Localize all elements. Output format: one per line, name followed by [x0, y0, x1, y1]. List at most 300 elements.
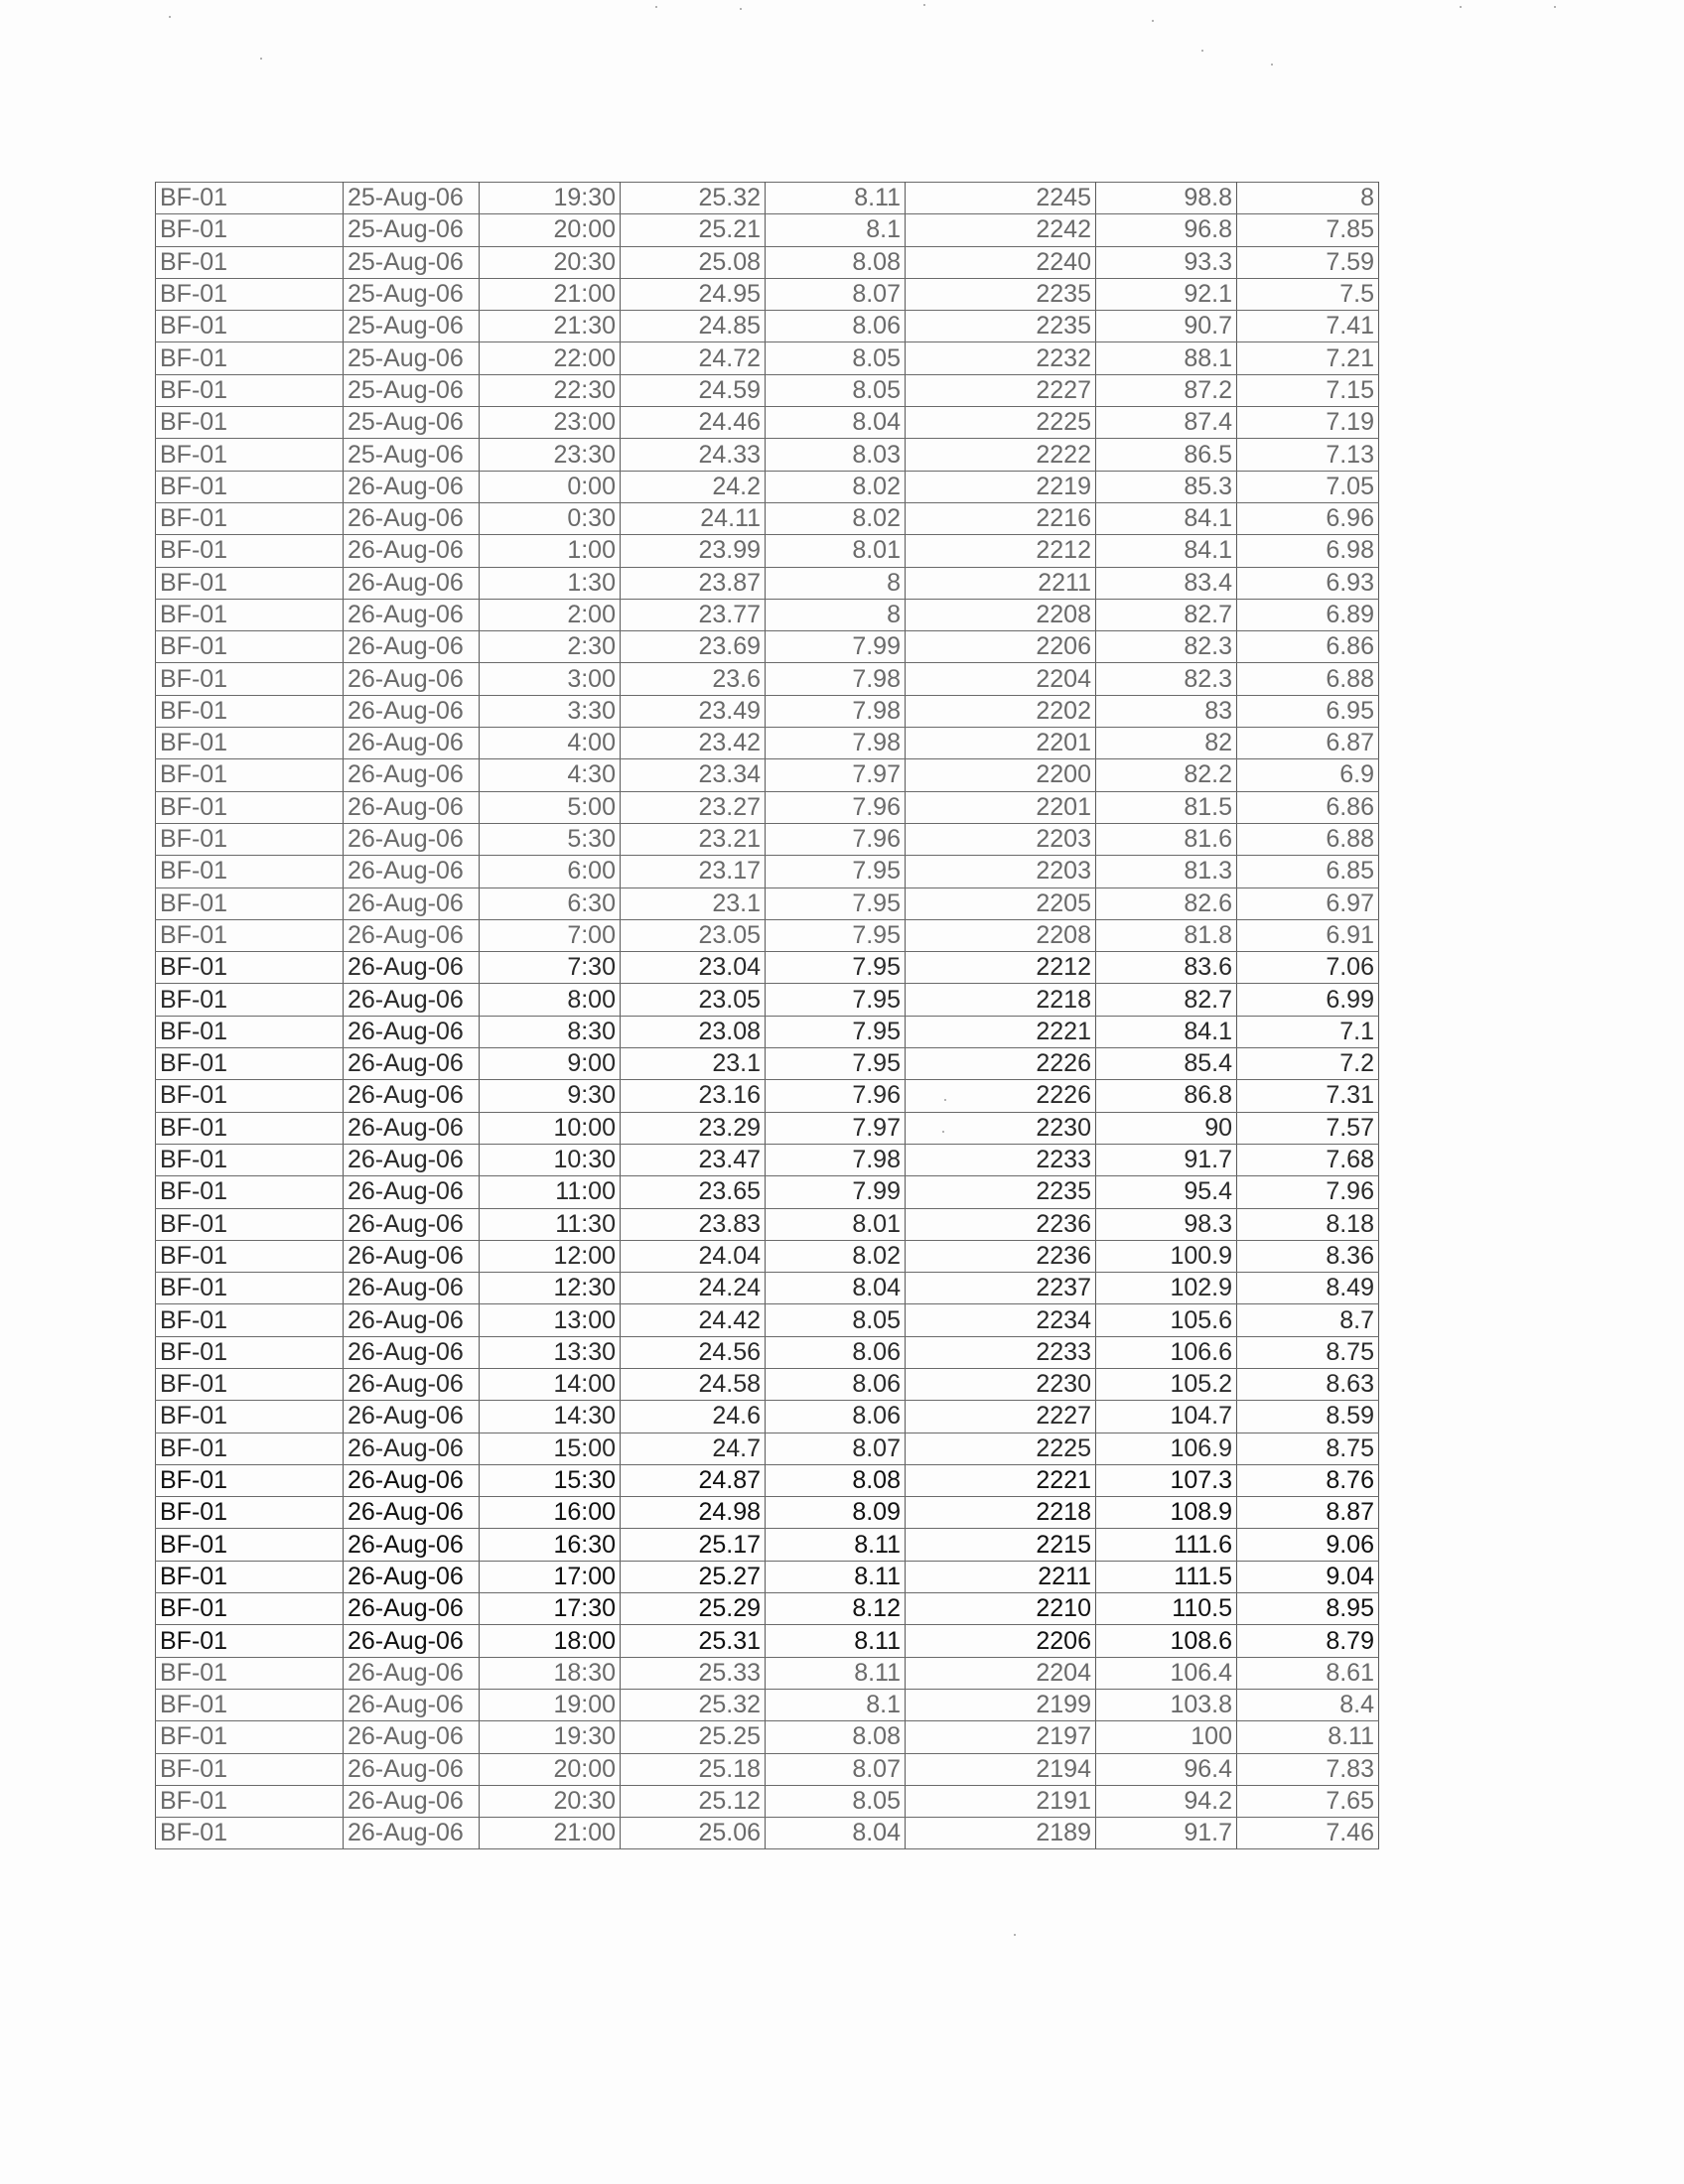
value-cell-2: 8.07 — [766, 278, 906, 310]
value-cell-5: 7.65 — [1237, 1785, 1379, 1817]
value-cell-3: 2226 — [906, 1048, 1096, 1080]
time-cell: 20:00 — [480, 1753, 621, 1785]
value-cell-5: 7.06 — [1237, 952, 1379, 984]
table-row — [156, 374, 1379, 406]
station-id-cell: BF-01 — [156, 1176, 344, 1208]
value-cell-1: 24.33 — [621, 439, 766, 471]
date-cell: 26-Aug-06 — [344, 1112, 480, 1144]
value-cell-1: 23.83 — [621, 1208, 766, 1240]
value-cell-1: 25.12 — [621, 1785, 766, 1817]
date-cell: 26-Aug-06 — [344, 1689, 480, 1720]
value-cell-4: 108.6 — [1096, 1625, 1237, 1657]
value-cell-5: 7.57 — [1237, 1112, 1379, 1144]
value-cell-4: 94.2 — [1096, 1785, 1237, 1817]
station-id-cell: BF-01 — [156, 823, 344, 855]
value-cell-1: 24.11 — [621, 502, 766, 534]
date-cell: 26-Aug-06 — [344, 1721, 480, 1753]
value-cell-3: 2208 — [906, 919, 1096, 951]
value-cell-5: 6.86 — [1237, 631, 1379, 663]
table-row — [156, 1625, 1379, 1657]
table-row — [156, 183, 1379, 214]
value-cell-4: 82.7 — [1096, 984, 1237, 1016]
time-cell: 22:30 — [480, 374, 621, 406]
date-cell: 26-Aug-06 — [344, 823, 480, 855]
table-row — [156, 311, 1379, 342]
value-cell-3: 2235 — [906, 311, 1096, 342]
table-row — [156, 1721, 1379, 1753]
time-cell: 19:00 — [480, 1689, 621, 1720]
time-cell: 21:00 — [480, 1818, 621, 1849]
table-row — [156, 1048, 1379, 1080]
value-cell-5: 8 — [1237, 183, 1379, 214]
station-id-cell: BF-01 — [156, 278, 344, 310]
time-cell: 13:00 — [480, 1304, 621, 1336]
value-cell-5: 8.63 — [1237, 1368, 1379, 1400]
table-row — [156, 1593, 1379, 1625]
value-cell-2: 7.98 — [766, 663, 906, 695]
table-row — [156, 823, 1379, 855]
station-id-cell: BF-01 — [156, 1689, 344, 1720]
value-cell-3: 2203 — [906, 823, 1096, 855]
time-cell: 23:00 — [480, 407, 621, 439]
value-cell-5: 8.36 — [1237, 1240, 1379, 1272]
value-cell-5: 6.87 — [1237, 728, 1379, 759]
value-cell-2: 7.95 — [766, 1048, 906, 1080]
date-cell: 26-Aug-06 — [344, 984, 480, 1016]
scan-speck — [923, 4, 925, 6]
value-cell-5: 8.18 — [1237, 1208, 1379, 1240]
station-id-cell: BF-01 — [156, 759, 344, 791]
time-cell: 9:30 — [480, 1080, 621, 1112]
value-cell-4: 91.7 — [1096, 1818, 1237, 1849]
value-cell-5: 6.93 — [1237, 567, 1379, 599]
table-row — [156, 919, 1379, 951]
value-cell-5: 8.87 — [1237, 1497, 1379, 1529]
value-cell-1: 25.32 — [621, 183, 766, 214]
date-cell: 26-Aug-06 — [344, 952, 480, 984]
value-cell-2: 7.96 — [766, 823, 906, 855]
table-row — [156, 502, 1379, 534]
value-cell-3: 2189 — [906, 1818, 1096, 1849]
table-row — [156, 984, 1379, 1016]
date-cell: 26-Aug-06 — [344, 1208, 480, 1240]
value-cell-2: 8.07 — [766, 1433, 906, 1464]
value-cell-4: 81.6 — [1096, 823, 1237, 855]
value-cell-3: 2206 — [906, 631, 1096, 663]
value-cell-5: 8.79 — [1237, 1625, 1379, 1657]
station-id-cell: BF-01 — [156, 567, 344, 599]
value-cell-2: 7.95 — [766, 952, 906, 984]
date-cell: 26-Aug-06 — [344, 1433, 480, 1464]
value-cell-3: 2225 — [906, 407, 1096, 439]
value-cell-4: 96.4 — [1096, 1753, 1237, 1785]
station-id-cell: BF-01 — [156, 1304, 344, 1336]
time-cell: 15:30 — [480, 1464, 621, 1496]
value-cell-1: 24.24 — [621, 1273, 766, 1304]
time-cell: 3:00 — [480, 663, 621, 695]
date-cell: 26-Aug-06 — [344, 1593, 480, 1625]
value-cell-4: 111.6 — [1096, 1529, 1237, 1561]
value-cell-1: 23.87 — [621, 567, 766, 599]
value-cell-5: 8.59 — [1237, 1401, 1379, 1433]
table-row — [156, 1176, 1379, 1208]
station-id-cell: BF-01 — [156, 728, 344, 759]
value-cell-2: 8.03 — [766, 439, 906, 471]
table-row — [156, 1208, 1379, 1240]
value-cell-2: 8.04 — [766, 1818, 906, 1849]
date-cell: 25-Aug-06 — [344, 278, 480, 310]
value-cell-1: 23.49 — [621, 695, 766, 727]
station-id-cell: BF-01 — [156, 631, 344, 663]
date-cell: 26-Aug-06 — [344, 535, 480, 567]
value-cell-1: 24.46 — [621, 407, 766, 439]
time-cell: 8:00 — [480, 984, 621, 1016]
value-cell-1: 23.1 — [621, 887, 766, 919]
value-cell-4: 110.5 — [1096, 1593, 1237, 1625]
station-id-cell: BF-01 — [156, 1080, 344, 1112]
time-cell: 19:30 — [480, 183, 621, 214]
value-cell-1: 23.27 — [621, 791, 766, 823]
date-cell: 26-Aug-06 — [344, 856, 480, 887]
value-cell-4: 81.3 — [1096, 856, 1237, 887]
time-cell: 4:30 — [480, 759, 621, 791]
time-cell: 14:30 — [480, 1401, 621, 1433]
station-id-cell: BF-01 — [156, 1273, 344, 1304]
value-cell-1: 23.05 — [621, 984, 766, 1016]
value-cell-3: 2218 — [906, 1497, 1096, 1529]
value-cell-5: 6.99 — [1237, 984, 1379, 1016]
station-id-cell: BF-01 — [156, 471, 344, 502]
time-cell: 13:30 — [480, 1336, 621, 1368]
time-cell: 21:00 — [480, 278, 621, 310]
table-row — [156, 695, 1379, 727]
station-id-cell: BF-01 — [156, 791, 344, 823]
value-cell-2: 8.02 — [766, 1240, 906, 1272]
station-id-cell: BF-01 — [156, 1561, 344, 1592]
table-row — [156, 1561, 1379, 1592]
date-cell: 26-Aug-06 — [344, 1464, 480, 1496]
value-cell-3: 2219 — [906, 471, 1096, 502]
date-cell: 26-Aug-06 — [344, 599, 480, 630]
table-row — [156, 214, 1379, 246]
value-cell-5: 6.88 — [1237, 823, 1379, 855]
value-cell-4: 103.8 — [1096, 1689, 1237, 1720]
station-id-cell: BF-01 — [156, 502, 344, 534]
value-cell-5: 6.91 — [1237, 919, 1379, 951]
value-cell-4: 82.7 — [1096, 599, 1237, 630]
value-cell-5: 7.85 — [1237, 214, 1379, 246]
value-cell-2: 8.1 — [766, 214, 906, 246]
value-cell-2: 7.98 — [766, 728, 906, 759]
value-cell-1: 24.56 — [621, 1336, 766, 1368]
value-cell-1: 23.17 — [621, 856, 766, 887]
time-cell: 3:30 — [480, 695, 621, 727]
value-cell-3: 2212 — [906, 535, 1096, 567]
value-cell-3: 2227 — [906, 1401, 1096, 1433]
value-cell-4: 104.7 — [1096, 1401, 1237, 1433]
value-cell-3: 2221 — [906, 1464, 1096, 1496]
station-id-cell: BF-01 — [156, 1497, 344, 1529]
date-cell: 26-Aug-06 — [344, 791, 480, 823]
value-cell-1: 24.87 — [621, 1464, 766, 1496]
value-cell-5: 6.9 — [1237, 759, 1379, 791]
value-cell-5: 7.2 — [1237, 1048, 1379, 1080]
time-cell: 22:00 — [480, 342, 621, 374]
value-cell-2: 8.08 — [766, 246, 906, 278]
date-cell: 26-Aug-06 — [344, 1625, 480, 1657]
value-cell-5: 8.4 — [1237, 1689, 1379, 1720]
date-cell: 26-Aug-06 — [344, 1304, 480, 1336]
station-id-cell: BF-01 — [156, 1144, 344, 1175]
value-cell-4: 85.3 — [1096, 471, 1237, 502]
value-cell-3: 2240 — [906, 246, 1096, 278]
value-cell-1: 23.34 — [621, 759, 766, 791]
value-cell-4: 111.5 — [1096, 1561, 1237, 1592]
value-cell-2: 8.02 — [766, 471, 906, 502]
date-cell: 25-Aug-06 — [344, 407, 480, 439]
value-cell-3: 2216 — [906, 502, 1096, 534]
value-cell-3: 2200 — [906, 759, 1096, 791]
value-cell-4: 88.1 — [1096, 342, 1237, 374]
value-cell-4: 93.3 — [1096, 246, 1237, 278]
value-cell-5: 6.89 — [1237, 599, 1379, 630]
value-cell-1: 23.42 — [621, 728, 766, 759]
date-cell: 26-Aug-06 — [344, 1529, 480, 1561]
value-cell-3: 2197 — [906, 1721, 1096, 1753]
station-id-cell: BF-01 — [156, 1240, 344, 1272]
date-cell: 26-Aug-06 — [344, 471, 480, 502]
scan-speck — [1201, 50, 1203, 52]
value-cell-3: 2212 — [906, 952, 1096, 984]
value-cell-2: 8.01 — [766, 535, 906, 567]
time-cell: 0:00 — [480, 471, 621, 502]
value-cell-1: 23.6 — [621, 663, 766, 695]
value-cell-2: 8.11 — [766, 1561, 906, 1592]
table-row — [156, 791, 1379, 823]
station-id-cell: BF-01 — [156, 1208, 344, 1240]
value-cell-3: 2203 — [906, 856, 1096, 887]
table-row — [156, 1433, 1379, 1464]
date-cell: 26-Aug-06 — [344, 1657, 480, 1689]
value-cell-2: 7.99 — [766, 1176, 906, 1208]
value-cell-1: 24.72 — [621, 342, 766, 374]
value-cell-5: 8.61 — [1237, 1657, 1379, 1689]
time-cell: 7:30 — [480, 952, 621, 984]
value-cell-3: 2235 — [906, 278, 1096, 310]
table-row — [156, 631, 1379, 663]
value-cell-3: 2205 — [906, 887, 1096, 919]
value-cell-3: 2232 — [906, 342, 1096, 374]
value-cell-3: 2191 — [906, 1785, 1096, 1817]
station-id-cell: BF-01 — [156, 1753, 344, 1785]
table-row — [156, 1304, 1379, 1336]
station-id-cell: BF-01 — [156, 1048, 344, 1080]
value-cell-3: 2199 — [906, 1689, 1096, 1720]
value-cell-4: 86.5 — [1096, 439, 1237, 471]
scan-speck — [1460, 6, 1462, 8]
value-cell-5: 7.68 — [1237, 1144, 1379, 1175]
time-cell: 14:00 — [480, 1368, 621, 1400]
date-cell: 26-Aug-06 — [344, 502, 480, 534]
time-cell: 5:30 — [480, 823, 621, 855]
station-id-cell: BF-01 — [156, 1593, 344, 1625]
value-cell-4: 90.7 — [1096, 311, 1237, 342]
value-cell-4: 87.2 — [1096, 374, 1237, 406]
value-cell-3: 2202 — [906, 695, 1096, 727]
value-cell-4: 82.2 — [1096, 759, 1237, 791]
time-cell: 11:30 — [480, 1208, 621, 1240]
value-cell-4: 106.6 — [1096, 1336, 1237, 1368]
value-cell-4: 98.3 — [1096, 1208, 1237, 1240]
date-cell: 26-Aug-06 — [344, 1401, 480, 1433]
table-row — [156, 1336, 1379, 1368]
value-cell-1: 23.21 — [621, 823, 766, 855]
value-cell-3: 2208 — [906, 599, 1096, 630]
time-cell: 10:00 — [480, 1112, 621, 1144]
value-cell-3: 2233 — [906, 1144, 1096, 1175]
value-cell-2: 7.98 — [766, 695, 906, 727]
value-cell-4: 84.1 — [1096, 502, 1237, 534]
station-id-cell: BF-01 — [156, 246, 344, 278]
time-cell: 2:30 — [480, 631, 621, 663]
value-cell-2: 7.99 — [766, 631, 906, 663]
value-cell-2: 8.05 — [766, 1785, 906, 1817]
station-id-cell: BF-01 — [156, 1657, 344, 1689]
station-id-cell: BF-01 — [156, 214, 344, 246]
date-cell: 25-Aug-06 — [344, 183, 480, 214]
time-cell: 16:00 — [480, 1497, 621, 1529]
table-row — [156, 1112, 1379, 1144]
value-cell-2: 7.95 — [766, 856, 906, 887]
value-cell-1: 25.06 — [621, 1818, 766, 1849]
table-row — [156, 439, 1379, 471]
value-cell-4: 87.4 — [1096, 407, 1237, 439]
date-cell: 26-Aug-06 — [344, 1176, 480, 1208]
value-cell-2: 7.98 — [766, 1144, 906, 1175]
value-cell-2: 7.95 — [766, 887, 906, 919]
value-cell-1: 23.65 — [621, 1176, 766, 1208]
table-row — [156, 1273, 1379, 1304]
time-cell: 2:00 — [480, 599, 621, 630]
station-id-cell: BF-01 — [156, 1368, 344, 1400]
date-cell: 26-Aug-06 — [344, 1144, 480, 1175]
value-cell-3: 2237 — [906, 1273, 1096, 1304]
value-cell-4: 100.9 — [1096, 1240, 1237, 1272]
value-cell-1: 24.98 — [621, 1497, 766, 1529]
value-cell-4: 85.4 — [1096, 1048, 1237, 1080]
time-cell: 1:00 — [480, 535, 621, 567]
value-cell-4: 82.3 — [1096, 631, 1237, 663]
time-cell: 16:30 — [480, 1529, 621, 1561]
table-row — [156, 728, 1379, 759]
value-cell-2: 8.02 — [766, 502, 906, 534]
date-cell: 26-Aug-06 — [344, 1785, 480, 1817]
date-cell: 26-Aug-06 — [344, 567, 480, 599]
table-row — [156, 535, 1379, 567]
table-row — [156, 1753, 1379, 1785]
value-cell-5: 7.41 — [1237, 311, 1379, 342]
value-cell-2: 8 — [766, 567, 906, 599]
value-cell-2: 8.05 — [766, 342, 906, 374]
station-id-cell: BF-01 — [156, 1336, 344, 1368]
value-cell-2: 8.06 — [766, 1401, 906, 1433]
scan-speck — [740, 8, 742, 10]
value-cell-3: 2204 — [906, 1657, 1096, 1689]
date-cell: 26-Aug-06 — [344, 1048, 480, 1080]
value-cell-3: 2235 — [906, 1176, 1096, 1208]
station-id-cell: BF-01 — [156, 919, 344, 951]
value-cell-1: 25.29 — [621, 1593, 766, 1625]
value-cell-4: 105.2 — [1096, 1368, 1237, 1400]
table-row — [156, 246, 1379, 278]
time-cell: 20:00 — [480, 214, 621, 246]
station-id-cell: BF-01 — [156, 1112, 344, 1144]
station-id-cell: BF-01 — [156, 887, 344, 919]
value-cell-2: 8.06 — [766, 1336, 906, 1368]
value-cell-5: 7.05 — [1237, 471, 1379, 502]
date-cell: 25-Aug-06 — [344, 342, 480, 374]
time-cell: 20:30 — [480, 1785, 621, 1817]
table-row — [156, 1016, 1379, 1047]
date-cell: 26-Aug-06 — [344, 919, 480, 951]
value-cell-4: 98.8 — [1096, 183, 1237, 214]
value-cell-3: 2204 — [906, 663, 1096, 695]
table-row — [156, 1818, 1379, 1849]
value-cell-4: 91.7 — [1096, 1144, 1237, 1175]
value-cell-1: 25.32 — [621, 1689, 766, 1720]
station-id-cell: BF-01 — [156, 1016, 344, 1047]
station-id-cell: BF-01 — [156, 1433, 344, 1464]
value-cell-2: 8.11 — [766, 1625, 906, 1657]
value-cell-2: 8.01 — [766, 1208, 906, 1240]
value-cell-5: 6.96 — [1237, 502, 1379, 534]
value-cell-3: 2227 — [906, 374, 1096, 406]
time-cell: 11:00 — [480, 1176, 621, 1208]
date-cell: 26-Aug-06 — [344, 759, 480, 791]
scan-speck — [655, 6, 657, 8]
station-id-cell: BF-01 — [156, 856, 344, 887]
table-row — [156, 1497, 1379, 1529]
value-cell-4: 82.3 — [1096, 663, 1237, 695]
time-cell: 6:30 — [480, 887, 621, 919]
table-row — [156, 1657, 1379, 1689]
value-cell-2: 8.06 — [766, 1368, 906, 1400]
date-cell: 26-Aug-06 — [344, 631, 480, 663]
value-cell-2: 8.05 — [766, 374, 906, 406]
value-cell-3: 2215 — [906, 1529, 1096, 1561]
value-cell-1: 24.7 — [621, 1433, 766, 1464]
date-cell: 26-Aug-06 — [344, 1368, 480, 1400]
value-cell-1: 23.69 — [621, 631, 766, 663]
scan-speck — [1271, 64, 1273, 66]
value-cell-3: 2221 — [906, 1016, 1096, 1047]
value-cell-5: 7.83 — [1237, 1753, 1379, 1785]
station-id-cell: BF-01 — [156, 1464, 344, 1496]
value-cell-1: 23.99 — [621, 535, 766, 567]
value-cell-1: 23.77 — [621, 599, 766, 630]
station-id-cell: BF-01 — [156, 663, 344, 695]
date-cell: 26-Aug-06 — [344, 1240, 480, 1272]
time-cell: 18:30 — [480, 1657, 621, 1689]
value-cell-2: 8.04 — [766, 407, 906, 439]
value-cell-2: 8.11 — [766, 1657, 906, 1689]
station-id-cell: BF-01 — [156, 984, 344, 1016]
table-row — [156, 342, 1379, 374]
time-cell: 21:30 — [480, 311, 621, 342]
table-row — [156, 1401, 1379, 1433]
time-cell: 17:00 — [480, 1561, 621, 1592]
table-row — [156, 887, 1379, 919]
